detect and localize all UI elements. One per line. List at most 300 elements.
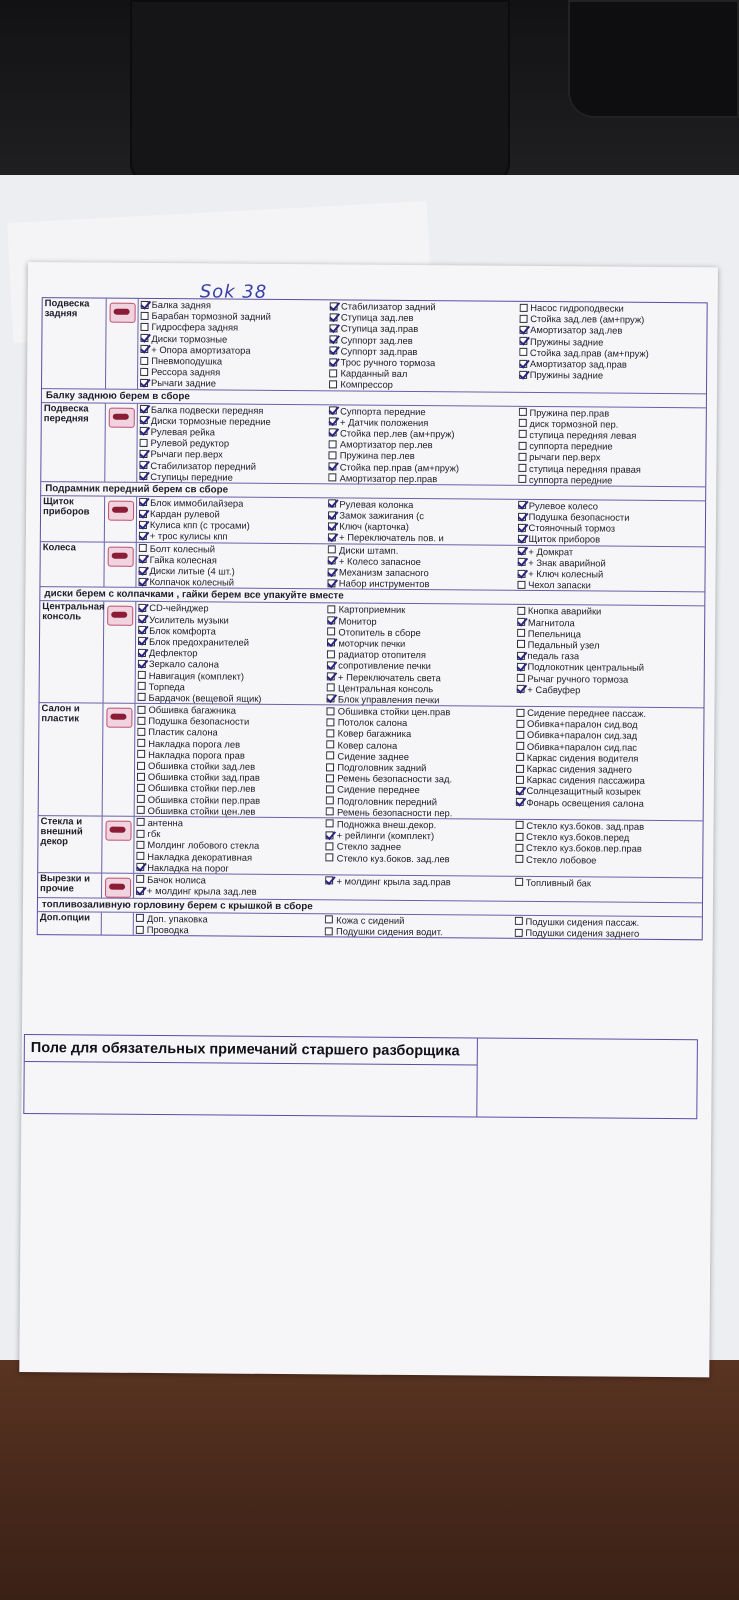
checkbox[interactable] (517, 569, 525, 577)
checkbox[interactable] (327, 741, 335, 749)
checklist-item (517, 533, 702, 546)
checkbox[interactable] (326, 763, 334, 771)
checkbox[interactable] (136, 875, 144, 883)
checklist-column (138, 299, 328, 390)
checkbox[interactable] (137, 784, 145, 792)
checklist-item-label: Каркас сидения пассажира (526, 774, 645, 787)
checkbox[interactable] (518, 475, 526, 483)
section-label: Салон и пластик (39, 703, 104, 815)
checklist-item-label: Подголовник передний (337, 795, 438, 807)
checklist-item-label: Пружины задние (529, 369, 604, 381)
checkbox[interactable] (328, 533, 336, 541)
checkbox[interactable] (326, 853, 334, 861)
checkbox[interactable] (330, 324, 338, 332)
section-icon-cell (102, 912, 134, 935)
checklist-item-label: сопротивление печки (338, 659, 431, 672)
checkbox[interactable] (329, 418, 337, 426)
checklist-item-label: Обивка+паралон сид.вод (527, 718, 638, 731)
checklist-item-label: Кожа с сидений (336, 914, 405, 926)
checkbox[interactable] (516, 674, 524, 682)
checkbox[interactable] (516, 776, 524, 784)
checkbox[interactable] (140, 356, 148, 364)
checklist-item-label: Обшивка стойки пер.прав (147, 793, 261, 806)
checklist-item-label: Блок управления печки (337, 693, 440, 706)
checkbox[interactable] (140, 405, 148, 413)
section-row (38, 912, 702, 940)
checkbox[interactable] (327, 661, 335, 669)
checkbox[interactable] (518, 464, 526, 472)
checkbox[interactable] (141, 300, 149, 308)
checklist-item (515, 877, 700, 890)
checklist-item-label: + Колесо запасное (338, 555, 421, 567)
checklist-column (326, 498, 516, 544)
checkbox[interactable] (140, 334, 148, 342)
checklist-column (324, 818, 514, 875)
checkbox[interactable] (140, 439, 148, 447)
section-columns (137, 403, 706, 486)
checkbox[interactable] (330, 313, 338, 321)
checklist-item (138, 692, 323, 705)
checkbox[interactable] (515, 844, 523, 852)
checkbox[interactable] (140, 379, 148, 387)
checkbox[interactable] (327, 628, 335, 636)
checklist-item-label: Обшивка стойки цен.лев (147, 804, 256, 817)
remarks-box (23, 1034, 698, 1119)
checkbox[interactable] (326, 752, 334, 760)
checkbox[interactable] (137, 705, 145, 713)
checklist-item-label: Рулевое колесо (528, 499, 599, 512)
checkbox[interactable] (326, 785, 334, 793)
checklist-column (135, 704, 325, 817)
checkbox[interactable] (141, 312, 149, 320)
checklist-item-label: Гайка колесная (149, 553, 217, 566)
checklist-item-label: Стекло куз.боков. зад.прав (526, 819, 645, 832)
checkbox[interactable] (327, 616, 335, 624)
checkbox[interactable] (327, 650, 335, 658)
checkbox[interactable] (518, 453, 526, 461)
remarks-field[interactable] (24, 1035, 478, 1117)
checklist-item-label: гбк (147, 828, 161, 840)
checkbox[interactable] (326, 774, 334, 782)
section-label: Центральная консоль (40, 601, 105, 702)
checkbox[interactable] (328, 546, 336, 554)
checkbox[interactable] (516, 731, 524, 739)
checklist-column (514, 605, 704, 707)
checkbox[interactable] (327, 718, 335, 726)
checkbox[interactable] (517, 547, 525, 555)
checklist-item-label: Блок предохранителей (148, 635, 250, 648)
checklist-item (325, 875, 510, 888)
checklist-item-label: Подушка безопасности (148, 715, 250, 728)
section-label: Щиток приборов (41, 496, 105, 541)
checklist-item-label: Блок иммобилайзера (150, 496, 244, 509)
checklist-item (516, 683, 701, 696)
checklist-item-label: CD-чейнджер (149, 602, 209, 614)
checklist-column (134, 817, 324, 874)
checkbox[interactable] (515, 833, 523, 841)
checkbox[interactable] (519, 348, 527, 356)
checklist-column (325, 604, 515, 706)
checklist-column (134, 874, 324, 899)
checklist-item-label: Потолок салона (337, 716, 408, 729)
checkbox[interactable] (137, 717, 145, 725)
checkbox[interactable] (516, 720, 524, 728)
checklist-item (515, 796, 700, 809)
checklist-item-label: Балка подвески передняя (150, 403, 264, 416)
checkbox[interactable] (137, 739, 145, 747)
checkbox[interactable] (329, 369, 337, 377)
checklist-item-label: педаль газа (527, 650, 580, 662)
checkbox[interactable] (515, 878, 523, 886)
checklist-item-label: Ступицы передние (150, 470, 233, 483)
checklist-item-label: ступица передняя правая (529, 462, 641, 475)
checkbox[interactable] (138, 660, 146, 668)
checkbox[interactable] (138, 626, 146, 634)
checkbox[interactable] (139, 521, 147, 529)
checklist-item-label: Отопитель в сборе (338, 626, 421, 638)
checklist-item-label: Гидросфера задняя (151, 321, 239, 334)
checklist-item-label: Торпеда (148, 680, 185, 692)
section-columns (136, 602, 705, 707)
checkbox[interactable] (139, 461, 147, 469)
checkbox[interactable] (326, 820, 334, 828)
checkbox[interactable] (329, 406, 337, 414)
checklist-item-label: + Знак аварийной (528, 556, 606, 569)
checklist-item-label: Ступица зад.прав (340, 322, 419, 335)
checkbox[interactable] (517, 640, 525, 648)
checklist-item-label: Стабилизатор передний (150, 459, 257, 472)
checklist-item-label: Ремень безопасности пер. (336, 806, 453, 819)
checklist-item-label: Проводка (146, 924, 189, 936)
checklist-item-label: Молдинг лобового стекла (147, 839, 260, 852)
checkbox[interactable] (140, 323, 148, 331)
checklist-item-label: Ремень безопасности зад. (337, 772, 453, 785)
checkbox[interactable] (519, 315, 527, 323)
checklist-item-label: Обивка+паралон сид.пас (526, 740, 638, 753)
checkbox[interactable] (138, 693, 146, 701)
checklist-item-label: Амортизатор зад.прав (529, 357, 627, 370)
checkbox[interactable] (328, 579, 336, 587)
checklist-item-label: Балка задняя (151, 299, 211, 311)
checklist-item-label: Рессора задняя (151, 366, 221, 378)
checklist-item-label: Пепельница (527, 627, 582, 640)
checklist-item-label: + Переключатель света (338, 670, 441, 683)
checklist-item-label: Рулевая колонка (339, 498, 414, 510)
checklist-item-label: Набор инструментов (338, 577, 430, 590)
checkbox[interactable] (515, 798, 523, 806)
checkbox[interactable] (328, 557, 336, 565)
checklist-item-label: Рулевой редуктор (150, 437, 230, 449)
checklist-item-label: Бачок нолиса (147, 873, 206, 886)
checkbox[interactable] (330, 336, 338, 344)
checkbox[interactable] (138, 578, 146, 586)
checklist-item-label: Барабан тормозной задний (151, 310, 271, 323)
section-columns (134, 817, 702, 877)
checkbox[interactable] (328, 522, 336, 530)
checklist-item-label: + молдинг крыла зад.лев (147, 885, 257, 897)
checkbox[interactable] (140, 416, 148, 424)
checkbox[interactable] (140, 345, 148, 353)
checkbox[interactable] (519, 337, 527, 345)
checklist-column (513, 877, 703, 902)
handwritten-code: Sok 38 (199, 281, 268, 303)
section-icon-cell (105, 496, 137, 541)
checklist-item-label: Стекло заднее (336, 840, 402, 853)
checklist-item-label: Обивка+паралон сид.зад (526, 729, 638, 742)
checklist-item-label: + Домкрат (528, 545, 574, 557)
checklist-item (138, 576, 323, 589)
checkbox[interactable] (325, 927, 333, 935)
checklist-column (327, 405, 517, 485)
checklist-item-label: Накладка на порог (147, 861, 229, 874)
checkbox[interactable] (326, 808, 334, 816)
dashboard-icon (107, 500, 133, 520)
checkbox[interactable] (139, 555, 147, 563)
checklist-column (137, 403, 327, 483)
checkbox[interactable] (518, 501, 526, 509)
wheel-icon (107, 546, 133, 566)
checkbox[interactable] (327, 672, 335, 680)
checkbox[interactable] (327, 707, 335, 715)
checklist-column (515, 545, 705, 591)
section-row (38, 873, 702, 903)
section-label: Колеса (40, 542, 104, 587)
checklist-item (329, 472, 514, 485)
checkbox[interactable] (517, 535, 525, 543)
checklist-item-label: Рычаги задние (151, 377, 217, 389)
checkbox[interactable] (329, 440, 337, 448)
checkbox[interactable] (327, 729, 335, 737)
checklist-item-label: Накладка декоративная (147, 850, 253, 863)
section-row (42, 298, 707, 394)
checklist-item-label: Щиток приборов (528, 533, 601, 545)
checkbox[interactable] (140, 427, 148, 435)
section-icon-cell (104, 602, 137, 703)
checklist-item-label: Стойка зад.прав (ам+пруж) (529, 346, 649, 359)
section-columns (135, 704, 704, 820)
checklist-item (137, 817, 322, 830)
checklist-item-label: Суппорт зад.прав (340, 345, 418, 357)
checklist-item-label: Солнцезащитный козырек (526, 785, 641, 798)
checkbox[interactable] (517, 652, 525, 660)
checkbox[interactable] (329, 462, 337, 470)
checkbox[interactable] (139, 450, 147, 458)
checklist-item-label: Педальный узел (527, 638, 600, 651)
checkbox[interactable] (136, 852, 144, 860)
checklist-item (136, 924, 321, 937)
checkbox[interactable] (328, 568, 336, 576)
checkbox[interactable] (517, 629, 525, 637)
checkbox[interactable] (136, 841, 144, 849)
section-label: Стекла и внешний декор (38, 816, 102, 872)
checklist-item-label: Трос ручного тормоза (340, 356, 436, 369)
checklist-item-label: Подножка внеш.декор. (336, 818, 437, 831)
checkbox[interactable] (515, 855, 523, 863)
checklist-column (323, 875, 513, 900)
checklist-item (515, 853, 700, 866)
checkbox[interactable] (516, 685, 524, 693)
checkbox[interactable] (516, 663, 524, 671)
checklist-column (512, 916, 701, 940)
checkbox[interactable] (518, 419, 526, 427)
checklist-item-label: Пружина пер.лев (339, 449, 415, 462)
checkbox[interactable] (327, 695, 335, 703)
checkbox[interactable] (329, 429, 337, 437)
checkbox[interactable] (329, 474, 337, 482)
checkbox[interactable] (139, 509, 147, 517)
checkbox[interactable] (327, 684, 335, 692)
checkbox[interactable] (136, 914, 144, 922)
checkbox[interactable] (328, 500, 336, 508)
checkbox[interactable] (139, 498, 147, 506)
checkbox[interactable] (518, 430, 526, 438)
checklist-item-label: Накладка порога лев (148, 737, 241, 750)
checkbox[interactable] (138, 671, 146, 679)
checkbox[interactable] (519, 371, 527, 379)
checklist-item-label: Обшивка стойки зад.лев (148, 759, 256, 772)
checklist-item-label: Обшивка стойки пер.лев (147, 782, 256, 795)
section-label: Вырезки и прочие (38, 873, 102, 898)
checklist-item-label: Обшивка стойки цен.прав (337, 705, 451, 718)
checkbox[interactable] (516, 764, 524, 772)
checkbox[interactable] (325, 916, 333, 924)
checklist-column (516, 406, 706, 486)
checkbox[interactable] (330, 302, 338, 310)
checkbox[interactable] (137, 806, 145, 814)
checkbox[interactable] (516, 742, 524, 750)
checkbox[interactable] (328, 511, 336, 519)
checkbox[interactable] (136, 863, 144, 871)
section-columns (136, 542, 704, 591)
checkbox[interactable] (518, 442, 526, 450)
checklist-column (513, 820, 703, 877)
checkbox[interactable] (515, 821, 523, 829)
checkbox[interactable] (330, 358, 338, 366)
checkbox[interactable] (327, 639, 335, 647)
checkbox[interactable] (517, 581, 525, 589)
checkbox[interactable] (139, 472, 147, 480)
checkbox[interactable] (139, 544, 147, 552)
checkbox[interactable] (518, 512, 526, 520)
checklist-item-label: Накладка порога прав (148, 748, 245, 761)
checklist-item-label: Каркас сидения водителя (526, 751, 639, 764)
section-icon-cell (102, 816, 134, 872)
checklist-item-label: Стекло куз.боков.перед (526, 831, 630, 843)
checkbox[interactable] (518, 524, 526, 532)
checklist-item-label: Дефлектор (148, 647, 198, 659)
checkbox[interactable] (138, 682, 146, 690)
checkbox[interactable] (138, 604, 146, 612)
checkbox[interactable] (138, 649, 146, 657)
checklist-column (136, 602, 326, 704)
checklist-item (329, 379, 514, 392)
checkbox[interactable] (138, 637, 146, 645)
checklist-item-label: + Переключатель пов. и (339, 531, 444, 544)
checklist-item-label: Усилитель музыки (149, 613, 229, 626)
checkbox[interactable] (514, 928, 522, 936)
checkbox[interactable] (514, 917, 522, 925)
checklist-item (327, 693, 512, 706)
checkbox[interactable] (516, 708, 524, 716)
checklist-item-label: Суппорта передние (340, 405, 426, 417)
checkbox[interactable] (330, 347, 338, 355)
checklist-item-label: Ступица зад.лев (340, 311, 414, 324)
checkbox[interactable] (329, 380, 337, 388)
checkbox[interactable] (137, 773, 145, 781)
glass-icon (105, 820, 131, 840)
checklist-column (323, 914, 512, 938)
checklist-item-label: Обшивка багажника (148, 704, 237, 716)
checkbox[interactable] (326, 842, 334, 850)
checklist-item-label: Диски литые (4 шт.) (149, 564, 235, 577)
checklist-item (328, 532, 513, 545)
checkbox[interactable] (137, 795, 145, 803)
section-icon-cell (103, 704, 136, 816)
section-label: Доп.опции (38, 912, 102, 935)
checklist-item-label: Ковер багажника (337, 727, 412, 740)
checkbox[interactable] (326, 831, 334, 839)
checklist-item-label: рычаги пер.верх (529, 451, 601, 463)
checkbox[interactable] (136, 886, 144, 894)
checklist-item-label: Болт колесный (149, 542, 216, 555)
checkbox[interactable] (328, 605, 336, 613)
checkbox[interactable] (136, 830, 144, 838)
checklist-item-label: Сидение заднее (337, 750, 410, 762)
checkbox[interactable] (137, 750, 145, 758)
checkbox[interactable] (138, 615, 146, 623)
checklist-item-label: Блок комфорта (149, 624, 216, 637)
checklist-sheet (19, 262, 718, 1377)
checkbox[interactable] (137, 761, 145, 769)
checklist-item-label: Насос гидроподвески (530, 302, 624, 314)
checkbox[interactable] (517, 607, 525, 615)
checkbox[interactable] (136, 925, 144, 933)
checkbox[interactable] (326, 796, 334, 804)
checkbox[interactable] (517, 558, 525, 566)
checkbox[interactable] (515, 787, 523, 795)
checklist-item-label: моторчик печки (338, 637, 406, 649)
checkbox[interactable] (518, 408, 526, 416)
checkbox[interactable] (517, 618, 525, 626)
checkbox[interactable] (139, 532, 147, 540)
checkbox[interactable] (519, 326, 527, 334)
section-row (40, 542, 704, 593)
checkbox[interactable] (519, 359, 527, 367)
checklist-item-label: Подушки сидения заднего (525, 927, 640, 939)
checkbox[interactable] (137, 818, 145, 826)
checkbox[interactable] (137, 728, 145, 736)
checkbox[interactable] (516, 753, 524, 761)
checklist-item-label: Магнитола (527, 616, 575, 628)
checklist-item (518, 473, 703, 486)
checklist-item-label: Механизм запасного (338, 566, 429, 579)
checklist-item-label: Амортизатор зад.лев (530, 324, 623, 337)
checkbox[interactable] (519, 303, 527, 311)
checkbox[interactable] (325, 877, 333, 885)
checkbox[interactable] (139, 566, 147, 574)
checklist-item-label: Колпачок колесный (149, 576, 235, 588)
checklist-item-label: Бардачок (вещевой ящик) (148, 691, 262, 704)
checklist-item-label: Стекло куз.боков. зад.лев (336, 851, 450, 864)
checklist-item-label: Суппорт зад.лев (340, 334, 413, 346)
checklist-item-label: Диски тормозные передние (150, 414, 271, 427)
checkbox[interactable] (329, 451, 337, 459)
checklist-item-label: Стояночный тормоз (528, 522, 616, 534)
checklist-item (326, 852, 511, 865)
section-row (41, 496, 705, 547)
checkbox[interactable] (140, 368, 148, 376)
rear-suspension-icon (109, 303, 135, 323)
